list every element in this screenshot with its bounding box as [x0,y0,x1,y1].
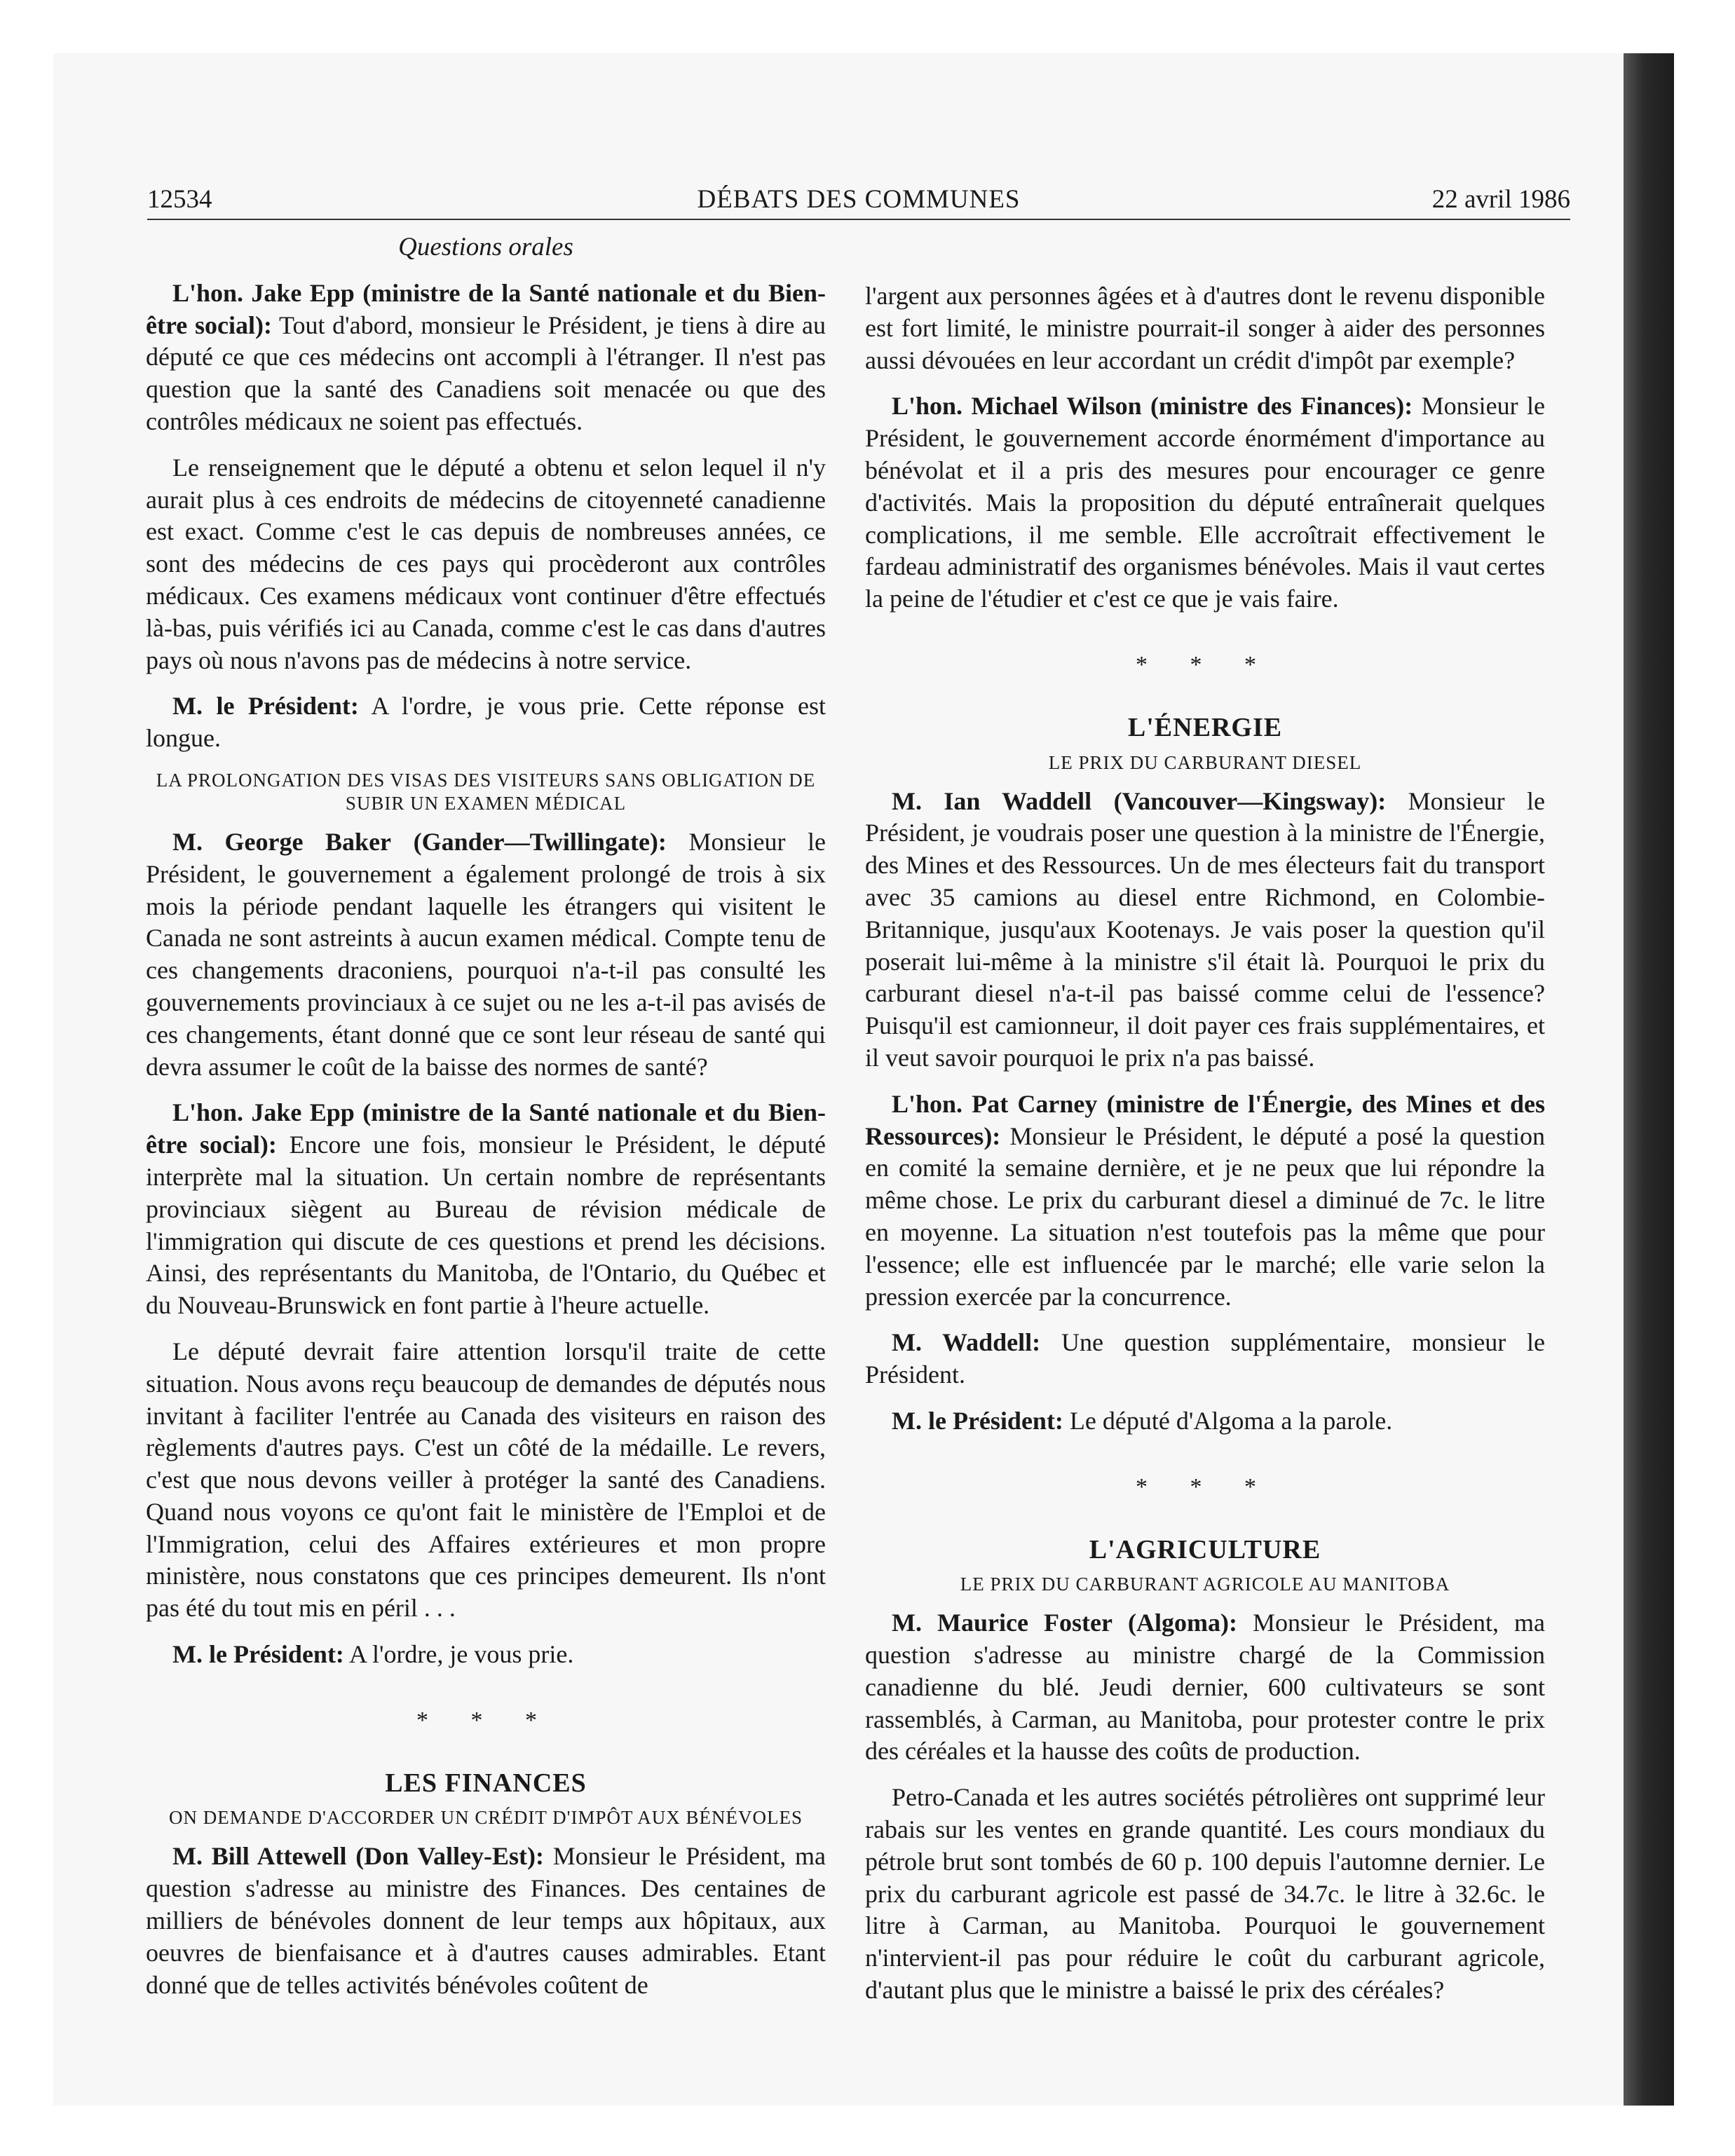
scan-edge-shadow [1624,53,1674,2106]
paragraph: l'argent aux personnes âgées et à d'autres dont le revenu disponible est fort limité, le ministre pourrait-il songer à aider des personnes aussi dévouées en leur accordant un crédit d'impôt par exemple? [865,282,1545,374]
subheading: LE PRIX DU CARBURANT AGRICOLE AU MANITOBA [960,1574,1450,1595]
right-column [865,280,1545,2021]
subheading: LA PROLONGATION DES VISAS DES VISITEURS SANS OBLIGATION DE SUBIR UN EXAMEN MÉDICAL [156,769,816,814]
speaker-name: M. Waddell: [892,1328,1041,1357]
section-heading: LES FINANCES [385,1768,587,1798]
speaker-name: L'hon. Michael Wilson [892,392,1142,421]
page-header [147,184,1570,220]
paragraph: Le député devrait faire attention lorsqu'il traite de cette situation. Nous avons reçu beaucoup de demandes de députés nous invitant à faciliter l'entrée au Canada des visiteurs en raison des règlements d'autres pays. C'est un côté de la médaille. Le revers, c'est que nous devons veiller à protéger la santé des Canadiens. Quand nous voyons ce qu'ont fait le ministère de l'Emploi et de l'Immigration, celui des Affaires extérieures et mon propre ministère, nous constatons que ces principes demeurent. Ils n'ont pas été du tout mis en péril . . . [146,1337,826,1623]
page-date: 22 avril 1986 [1431,185,1570,214]
paragraph-text: Le député d'Algoma a la parole. [1069,1406,1393,1435]
paragraph-text: Tout d'abord, monsieur le Président, je tiens à dire au député ce que ces médecins ont accompli à l'étranger. Il n'est pas question que la santé des Canadiens soit menacée ou que des contrôles médicaux ne soient pas effectués. [146,311,826,435]
paragraph [865,1607,1545,1768]
speaker-riding: (Gander—Twillingate): [413,827,667,856]
speaker-name: L'hon. Jake Epp [172,1098,355,1127]
paragraph-text: Monsieur le Président, ma question s'adresse au ministre des Finances. Des centaines de milliers de bénévoles donnent de leur temps aux hôpitaux, aux oeuvres de bienfaisance et à d'autres causes admirables. Etant donné que de telles activités bénévoles coûtent de [146,1842,826,1999]
paragraph [146,1639,826,1671]
paragraph-text: Une question supplémentaire, monsieur le Président. [865,1328,1545,1389]
section-heading: L'AGRICULTURE [1089,1534,1321,1564]
section-divider: * * * [1136,1473,1274,1500]
speaker-riding: (Algoma): [1127,1609,1237,1637]
section-divider: * * * [1136,651,1274,678]
paragraph-text: Monsieur le Président, je voudrais poser une question à la ministre de l'Énergie, des Mines et des Ressources. Un de mes électeurs fait du transport avec 35 camions au diesel entre Richmond, en Colombie-Britannique, jusqu'aux Kootenays. Je vais poser la question qu'il poserait lui-même à la ministre s'il était là. Pourquoi le prix du carburant diesel n'a-t-il pas baissé comme celui de l'essence? Puisqu'il est camionneur, il doit payer ces frais supplémentaires, et il veut savoir pourquoi le prix n'a pas baissé. [865,786,1545,1072]
speaker-title: (ministre de la Santé nationale et du Bien-être social): [146,278,826,339]
page-title: DÉBATS DES COMMUNES [697,185,1021,214]
paragraph-text: A l'ordre, je vous prie. Cette réponse est longue. [146,692,826,753]
speaker-name: M. George Baker [172,827,392,856]
paragraph: Le renseignement que le député a obtenu et selon lequel il n'y aurait plus à ces endroits de médecins de citoyenneté canadienne est exact. Comme c'est le cas depuis de nombreuses années, ce sont des médecins de ces pays qui procèderont aux contrôles médicaux. Ces examens médicaux vont continuer d'être effectués là-bas, puis vérifiés ici au Canada, comme c'est le cas dans d'autres pays où nous n'avons pas de médecins à notre service. [146,453,826,674]
paragraph-text: Monsieur le Président, le député a posé la question en comité la semaine dernière, et je ne peux que lui répondre la même chose. Le prix du carburant diesel a diminué de 7c. le litre en moyenne. La situation n'est toutefois pas la même que pour l'essence; elle est influencée par le marché; elle varie selon la pression exercée par la concurrence. [865,1121,1546,1311]
speaker-title: (ministre des Finances): [1150,392,1413,421]
paragraph [146,690,826,755]
paragraph [146,1841,826,2001]
speaker-riding: (Vancouver—Kingsway): [1113,786,1387,815]
paragraph-text: A l'ordre, je vous prie. [348,1640,574,1669]
paragraph-text: Monsieur le Président, le gouvernement accorde énormément d'importance au bénévolat et il a pris des mesures pour encourager ce genre d'activités. Mais la proposition du député entraînerait quelques complications, il me semble. Elle accroîtrait effectivement le fardeau administratif des organismes bénévoles. Mais il vaut certes la peine de l'étudier et c'est ce que je vais faire. [865,392,1546,613]
subheading: ON DEMANDE D'ACCORDER UN CRÉDIT D'IMPÔT AUX BÉNÉVOLES [168,1807,803,1829]
speaker-name: L'hon. Pat Carney [892,1089,1098,1118]
paragraph-text: Monsieur le Président, le gouvernement a également prolongé de trois à six mois la période pendant laquelle les étrangers qui visitent le Canada ne sont astreints à aucun examen médical. Compte tenu de ces changements draconiens, pourquoi n'a-t-il pas consulté les gouvernements provinciaux à ce sujet ou ne les a-t-il pas avisés de ces changements, étant donné que ce sont leur réseau de santé qui devra assumer le coût de la baisse des normes de santé? [146,827,826,1081]
paragraph-text: Monsieur le Président, ma question s'adresse au ministre chargé de la Commission canadienne du blé. Jeudi dernier, 600 cultivateurs se sont rassemblés, à Carman, au Manitoba, pour protester contre le prix des céréales et la hausse des coûts de production. [865,1609,1546,1766]
section-heading: L'ÉNERGIE [1127,712,1283,742]
speaker-name: M. le Président: [172,692,359,721]
paragraph [865,1327,1545,1391]
paragraph [865,1405,1545,1438]
speaker-name: M. Ian Waddell [892,786,1092,815]
paragraph-text: Encore une fois, monsieur le Président, le député interprète mal la situation. Un certain nombre de représentants provinciaux siègent au Bureau de révision médicale de l'immigration qui discute de ces questions et prend les décisions. Ainsi, des représentants du Manitoba, de l'Ontario, du Québec et du Nouveau-Brunswick en font partie à l'heure actuelle. [146,1131,826,1320]
speaker-riding: (Don Valley-Est): [355,1842,545,1871]
paragraph: Petro-Canada et les autres sociétés pétrolières ont supprimé leur rabais sur les ventes en grande quantité. Les cours mondiaux du pétrole brut sont tombés de 60 p. 100 depuis l'automne dernier. Le prix du carburant agricole est passé de 34.7c. le litre à 32.6c. le litre à Carman, au Manitoba. Pourquoi le gouvernement n'intervient-il pas pour réduire le coût du carburant agricole, d'autant plus que le ministre a baissé le prix des céréales? [865,1783,1545,2005]
page-number: 12534 [147,185,212,214]
speaker-title: (ministre de l'Énergie, des Mines et des Ressources): [865,1089,1546,1150]
speaker-name: L'hon. Jake Epp [172,278,355,307]
paragraph [146,1097,826,1322]
speaker-name: M. Bill Attewell [172,1842,347,1871]
section-divider: * * * [416,1707,555,1733]
subject-heading: Questions orales [398,233,573,261]
paragraph [146,826,826,1083]
left-column [146,231,826,2015]
speaker-title: (ministre de la Santé nationale et du Bien-être social): [146,1098,826,1159]
speaker-name: M. le Président: [172,1640,344,1669]
subheading: LE PRIX DU CARBURANT DIESEL [1048,751,1362,773]
speaker-name: M. Maurice Foster [892,1609,1113,1637]
paragraph [146,278,826,438]
paragraph [865,1089,1545,1314]
speaker-name: M. le Président: [892,1406,1063,1435]
paragraph [865,786,1545,1074]
paragraph [865,390,1545,615]
